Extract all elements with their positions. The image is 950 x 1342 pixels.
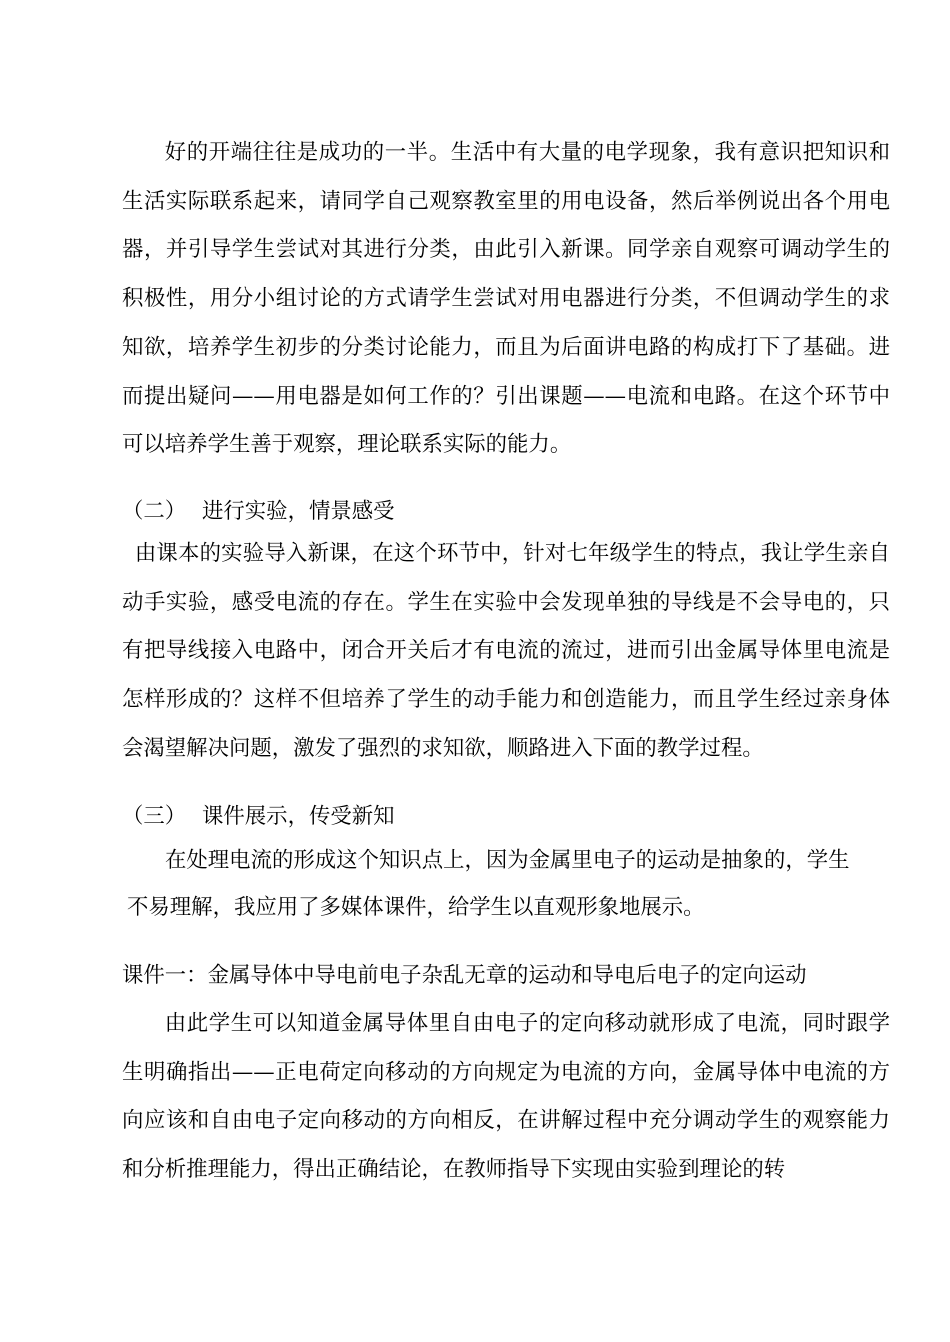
paragraph-experiment: 由课本的实验导入新课，在这个环节中，针对七年级学生的特点，我让学生亲自动手实验，感受电流的存在。学生在实验中会发现单独的导线是不会导电的，只有把导线接入电路中，闭合开关后才有电流的流过，进而引出金属导体里电流是怎样形成的？这样不但培养了学生的动手能力和创造能力，而且学生经过亲身体会渴望解决问题，激发了强烈的求知欲，顺路进入下面的教学过程。 [122,541,890,761]
paragraph-courseware-line1: 在处理电流的形成这个知识点上，因为金属里电子的运动是抽象的，学生 [165,848,850,873]
section-number-2: （二） [122,499,187,524]
section-heading-2 [122,497,395,527]
section-title-3: 课件展示，传受新知 [202,804,395,829]
paragraph-introduction: 好的开端往往是成功的一半。生活中有大量的电学现象，我有意识把知识和生活实际联系起来，请同学自己观察教室里的用电设备，然后举例说出各个用电器，并引导学生尝试对其进行分类，由此引入新课。同学亲自观察可调动学生的积极性，用分小组讨论的方式请学生尝试对用电器进行分类，不但调动学生的求知欲，培养学生初步的分类讨论能力，而且为后面讲电路的构成打下了基础。进而提出疑问——用电器是如何工作的？引出课题——电流和电路。在这个环节中可以培养学生善于观察，理论联系实际的能力。 [122,140,890,458]
paragraph-current-direction: 由此学生可以知道金属导体里自由电子的定向移动就形成了电流，同时跟学生明确指出——正电荷定向移动的方向规定为电流的方向，金属导体中电流的方向应该和自由电子定向移动的方向相反，在讲解过程中充分调动学生的观察能力和分析推理能力，得出正确结论，在教师指导下实现由实验到理论的转 [122,1011,890,1183]
paragraph-courseware-line2: 不易理解，我应用了多媒体课件，给学生以直观形象地展示。 [127,895,705,920]
section-number-3: （三） [122,804,187,829]
section-heading-3 [122,802,395,832]
section-title-2: 进行实验，情景感受 [202,499,395,524]
courseware-one-caption: 课件一：金属导体中导电前电子杂乱无章的运动和导电后电子的定向运动 [122,963,807,988]
